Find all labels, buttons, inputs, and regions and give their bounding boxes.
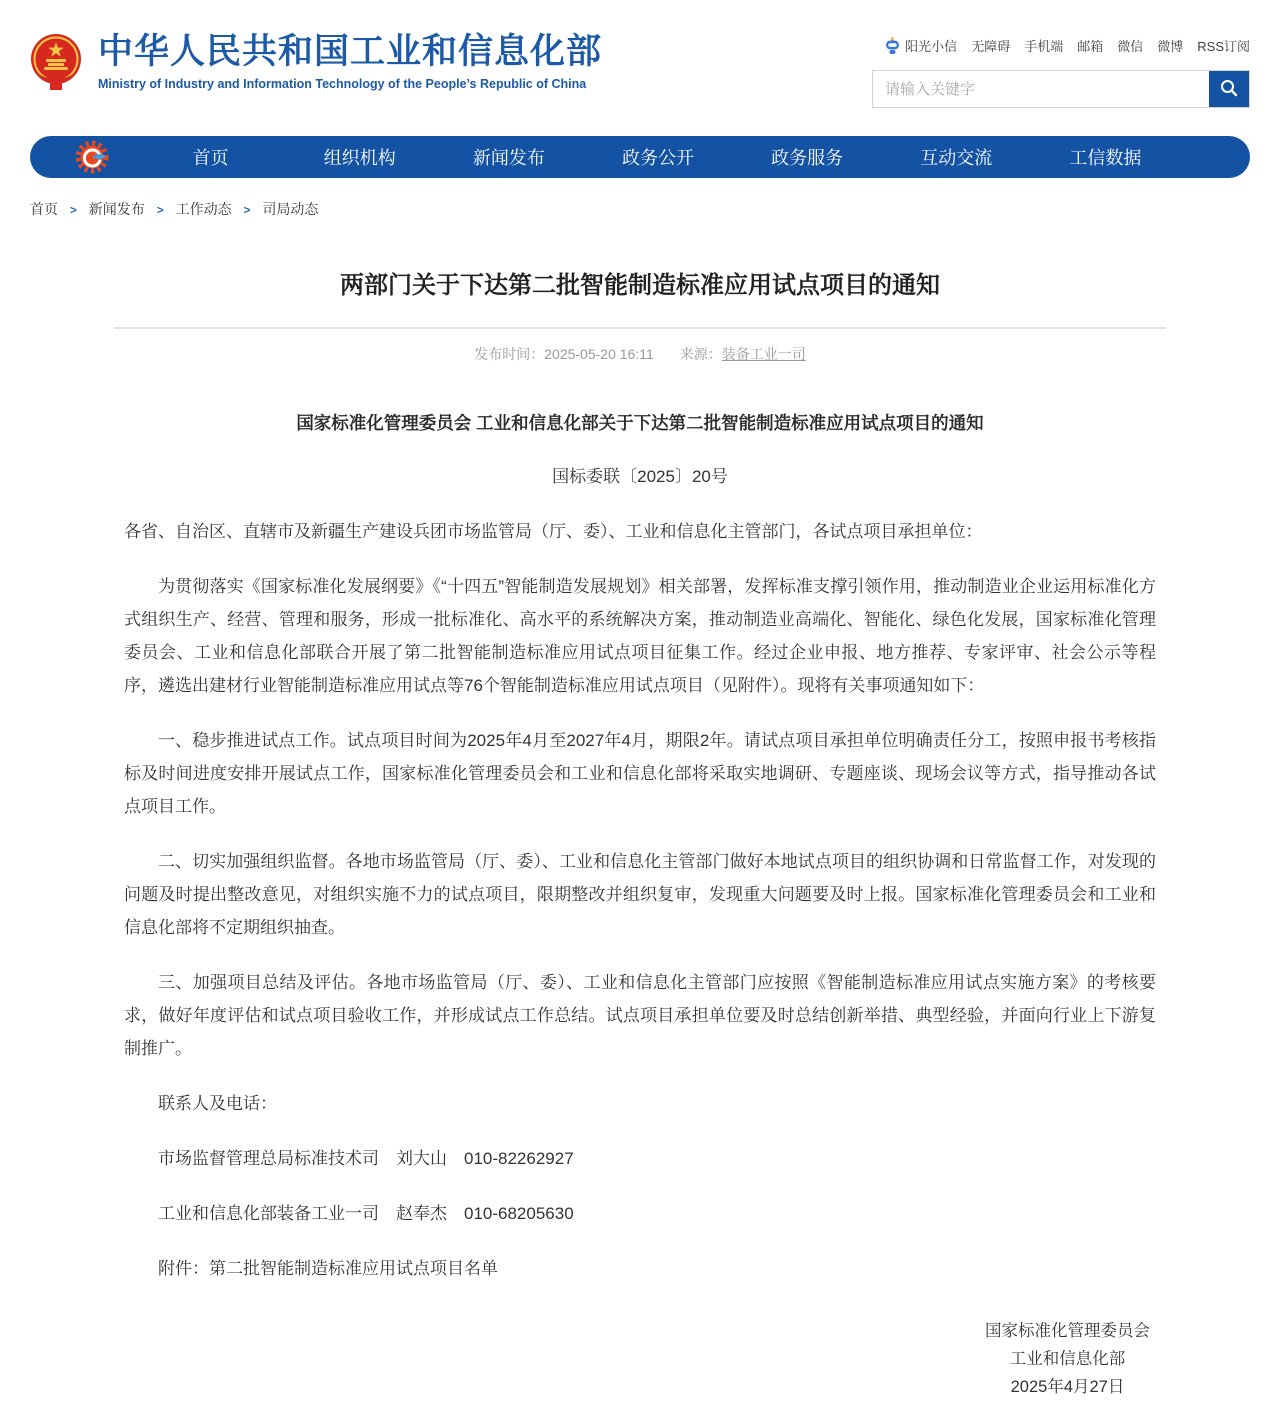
- document-title: 国家标准化管理委员会 工业和信息化部关于下达第二批智能制造标准应用试点项目的通知: [296, 413, 984, 433]
- quick-link-label: 阳光小信: [905, 39, 958, 54]
- site-header: [0, 0, 1280, 108]
- article-title: 两部门关于下达第二批智能制造标准应用试点项目的通知: [340, 272, 940, 299]
- quick-link-assistant[interactable]: [884, 36, 957, 55]
- signature-block: [985, 1317, 1156, 1401]
- robot-icon: [884, 37, 901, 55]
- breadcrumb-separator: >: [156, 203, 164, 217]
- search-button[interactable]: [1209, 71, 1249, 107]
- nav-item-miit-data[interactable]: 工信数据: [1069, 148, 1142, 168]
- nav-item-organization[interactable]: 组织机构: [323, 148, 396, 168]
- source-link[interactable]: 装备工业一司: [721, 346, 806, 362]
- nav-item-gov-services[interactable]: 政务服务: [771, 148, 844, 168]
- quick-link-mail[interactable]: 邮箱: [1077, 39, 1104, 54]
- document-body: [124, 408, 1156, 1401]
- nav-item-gov-disclosure[interactable]: 政务公开: [621, 148, 694, 168]
- signature-org: 国家标准化管理委员会: [985, 1322, 1150, 1340]
- quick-link-weibo[interactable]: 微博: [1157, 39, 1184, 54]
- nav-item-news[interactable]: 新闻发布: [472, 148, 545, 168]
- search-icon: [1219, 78, 1239, 101]
- contact-heading: 联系人及电话：: [158, 1094, 277, 1113]
- attachment-line: 附件：第二批智能制造标准应用试点项目名单: [158, 1259, 498, 1278]
- breadcrumb-bureau-updates[interactable]: 司局动态: [262, 201, 319, 217]
- paragraph: 一、稳步推进试点工作。试点项目时间为2025年4月至2027年4月，期限2年。请试点项目承担单位明确责任分工，按照申报书考核指标及时间进度安排开展试点工作，国家标准化管理委员会和工业和信息化部将采取实地调研、专题座谈、现场会议等方式，指导推动各试点项目工作。: [124, 731, 1156, 816]
- breadcrumb: [30, 199, 1250, 219]
- signature-org: 工业和信息化部: [1009, 1350, 1126, 1368]
- article: [124, 271, 1156, 1401]
- search-input[interactable]: [873, 71, 1209, 107]
- article-meta: [124, 344, 1156, 364]
- nav-item-interaction[interactable]: 互动交流: [920, 148, 993, 168]
- national-emblem-logo: [30, 33, 82, 91]
- miit-gear-icon: [74, 139, 110, 175]
- quick-link-rss[interactable]: RSS订阅: [1197, 39, 1250, 54]
- search-bar: [872, 70, 1250, 108]
- paragraph: 二、切实加强组织监督。各地市场监管局（厅、委）、工业和信息化主管部门做好本地试点项目的组织协调和日常监督工作，对发现的问题及时提出整改意见，对组织实施不力的试点项目，限期整改并组织复审，发现重大问题要及时上报。国家标准化管理委员会和工业和信息化部将不定期组织抽查。: [124, 852, 1156, 937]
- title-divider: [114, 327, 1166, 329]
- contact-line: 市场监督管理总局标准技术司 刘大山 010-82262927: [158, 1149, 574, 1168]
- contact-line: 工业和信息化部装备工业一司 赵奉杰 010-68205630: [158, 1204, 574, 1223]
- header-right: [872, 32, 1250, 108]
- breadcrumb-news[interactable]: 新闻发布: [88, 201, 145, 217]
- breadcrumb-home[interactable]: 首页: [30, 201, 58, 217]
- source-label: 来源：: [679, 346, 722, 362]
- publish-time-label: 发布时间：: [474, 346, 545, 362]
- quick-link-wechat[interactable]: 微信: [1117, 39, 1144, 54]
- nav-item-home[interactable]: 首页: [192, 148, 229, 168]
- main-nav: [30, 136, 1250, 178]
- quick-links: [872, 36, 1250, 55]
- brand-text: [98, 32, 602, 91]
- breadcrumb-work-updates[interactable]: 工作动态: [175, 201, 232, 217]
- paragraph: 三、加强项目总结及评估。各地市场监管局（厅、委）、工业和信息化主管部门应按照《智能制造标准应用试点实施方案》的考核要求，做好年度评估和试点项目验收工作，并形成试点工作总结。试点项目承担单位要及时总结创新举措、典型经验，并面向行业上下游复制推广。: [124, 973, 1156, 1058]
- signature-date: 2025年4月27日: [1010, 1378, 1125, 1396]
- quick-link-accessibility[interactable]: 无障碍: [971, 39, 1011, 54]
- page-bottom-padding: [0, 1401, 1280, 1415]
- document-number: 国标委联〔2025〕20号: [552, 467, 728, 486]
- site-title: 中华人民共和国工业和信息化部: [98, 32, 603, 71]
- quick-link-mobile[interactable]: 手机端: [1024, 39, 1064, 54]
- salutation: 各省、自治区、直辖市及新疆生产建设兵团市场监管局（厅、委）、工业和信息化主管部门，各试点项目承担单位：: [124, 522, 983, 541]
- paragraph: 为贯彻落实《国家标准化发展纲要》《“十四五”智能制造发展规划》相关部署，发挥标准支撑引领作用，推动制造业企业运用标准化方式组织生产、经营、管理和服务，形成一批标准化、高水平的系统解决方案，推动制造业高端化、智能化、绿色化发展，国家标准化管理委员会、工业和信息化部联合开展了第二批智能制造标准应用试点项目征集工作。经过企业申报、地方推荐、专家评审、社会公示等程序，遴选出建材行业智能制造标准应用试点等76个智能制造标准应用试点项目（见附件）。现将有关事项通知如下：: [124, 577, 1156, 695]
- breadcrumb-separator: >: [69, 203, 77, 217]
- site-brand[interactable]: [30, 32, 602, 91]
- publish-time-value: 2025-05-20 16:11: [544, 346, 654, 362]
- site-subtitle: Ministry of Industry and Information Technology of the People’s Republic of China: [98, 77, 587, 91]
- breadcrumb-separator: >: [243, 203, 251, 217]
